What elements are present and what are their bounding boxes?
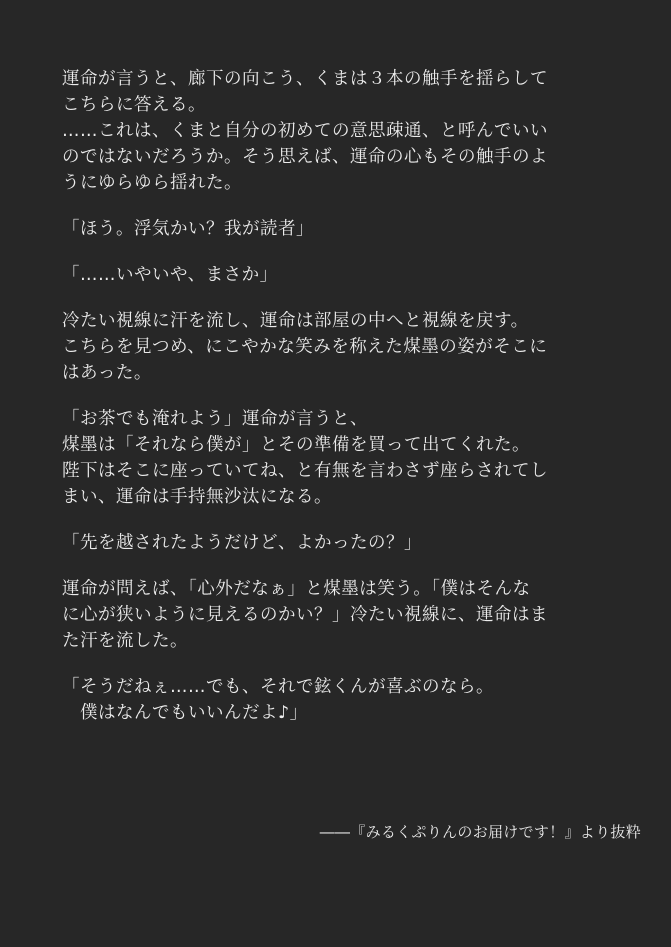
- text-line: た汗を流した。: [62, 631, 188, 651]
- paragraph-8: [62, 674, 622, 726]
- text-line: 煤墨は「それなら僕が」とその準備を買って出てくれた。: [62, 435, 530, 455]
- paragraph-3: [62, 262, 622, 288]
- text-line: まい、運命は手持無沙汰になる。: [62, 487, 332, 507]
- text-line: はあった。: [62, 363, 152, 383]
- paragraph-4: [62, 308, 622, 386]
- text-line: うにゆらゆら揺れた。: [62, 173, 242, 193]
- text-line: に心が狭いように見えるのかい？」冷たい視線に、運命はま: [62, 605, 548, 625]
- dialogue-line: 僕はなんでもいいんだよ♪」: [62, 703, 308, 723]
- dialogue-line: 「ほう。浮気かい？我が読者」: [62, 219, 314, 239]
- text-line: 「お茶でも淹れよう」運命が言うと、: [62, 409, 368, 429]
- paragraph-5: [62, 406, 622, 510]
- text-line: 陛下はそこに座っていてね、と有無を言わさず座らされてし: [62, 461, 548, 481]
- dialogue-line: 「……いやいや、まさか」: [62, 265, 278, 285]
- paragraph-1: [62, 66, 622, 196]
- text-line: 運命が問えば、「心外だなぁ」と煤墨は笑う。「僕はそんな: [62, 579, 531, 599]
- dialogue-line: 「そうだねぇ……でも、それで鉉くんが喜ぶのなら。: [62, 677, 494, 697]
- dialogue-line: 「先を越されたようだけど、よかったの？」: [62, 533, 422, 553]
- paragraph-2: [62, 216, 622, 242]
- text-line: こちらに答える。: [62, 95, 206, 115]
- paragraph-6: [62, 530, 622, 556]
- text-line: こちらを見つめ、にこやかな笑みを称えた煤墨の姿がそこに: [62, 337, 548, 357]
- source-credit: ――『みるくぷりんのお届けです！』より抜粋: [319, 823, 641, 841]
- excerpt-body: [62, 66, 622, 746]
- text-line: 運命が言うと、廊下の向こう、くまは３本の触手を揺らして: [62, 69, 548, 89]
- text-line: ……これは、くまと自分の初めての意思疎通、と呼んでいい: [62, 121, 548, 141]
- paragraph-7: [62, 576, 622, 654]
- text-line: のではないだろうか。そう思えば、運命の心もその触手のよ: [62, 147, 548, 167]
- text-line: 冷たい視線に汗を流し、運命は部屋の中へと視線を戻す。: [62, 311, 529, 331]
